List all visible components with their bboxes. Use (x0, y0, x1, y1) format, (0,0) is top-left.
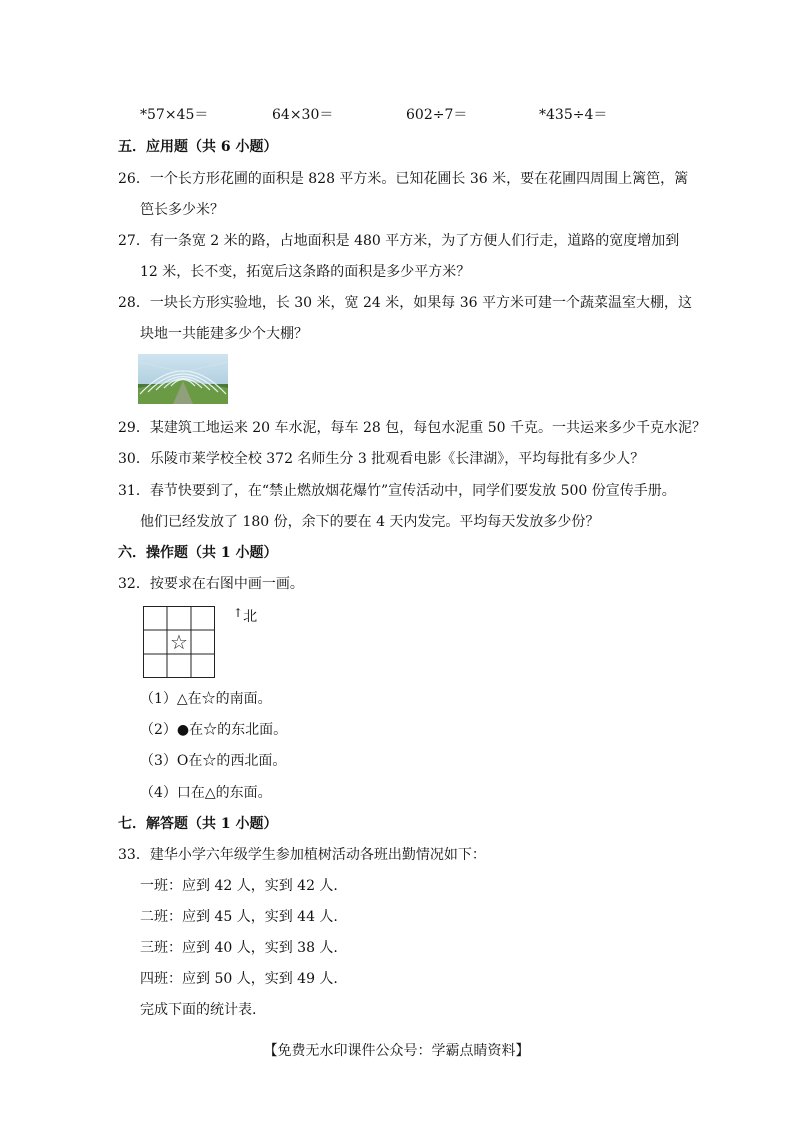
north-arrow-icon: ↑ (233, 606, 244, 620)
north-label: 北 (243, 609, 258, 625)
calc-item-2: 64×30＝ (272, 107, 334, 123)
question-33-row-3: 三班：应到 40 人，实到 38 人. (140, 940, 338, 956)
question-32-prompt: 32．按要求在右图中画一画。 (118, 576, 304, 592)
question-33-row-1: 一班：应到 42 人，实到 42 人. (140, 878, 338, 894)
calc-item-3: 602÷7＝ (406, 107, 468, 123)
calc-item-1: *57×45＝ (140, 107, 209, 123)
question-32-item-3: （3）O在☆的西北面。 (140, 753, 287, 769)
question-32-item-4: （4）口在△的东面。 (140, 785, 272, 801)
question-32-item-2: （2）●在☆的东北面。 (140, 722, 288, 738)
question-28-line-2: 块地一共能建多少个大棚？ (140, 326, 308, 342)
question-26-line-2: 笆长多少米？ (140, 202, 224, 218)
star-icon: ☆ (170, 630, 188, 654)
question-33-tail: 完成下面的统计表. (140, 1002, 257, 1018)
direction-grid (143, 606, 215, 678)
question-31-line-2: 他们已经发放了 180 份，余下的要在 4 天内发完。平均每天发放多少份？ (140, 514, 600, 530)
question-27-line-2: 12 米，长不变，拓宽后这条路的面积是多少平方米？ (140, 264, 471, 280)
question-31-line-1: 31．春节快要到了，在“禁止燃放烟花爆竹”宣传活动中，同学们要发放 500 份宣传手册。 (118, 483, 676, 499)
section-heading-6: 六．操作题（共 1 小题） (118, 545, 278, 561)
section-heading-7: 七．解答题（共 1 小题） (118, 816, 278, 832)
question-30: 30．乐陵市莱学校全校 372 名师生分 3 批观看电影《长津湖》，平均每批有多少人？ (118, 451, 645, 467)
question-29: 29．某建筑工地运来 20 车水泥，每车 28 包，每包水泥重 50 千克。一共运来多少千克水泥？ (118, 420, 706, 436)
footer-note: 【免费无水印课件公众号：学霸点睛资料】 (263, 1043, 530, 1059)
calc-item-4: *435÷4＝ (539, 107, 608, 123)
greenhouse-image (138, 354, 228, 404)
section-heading-5: 五．应用题（共 6 小题） (118, 139, 278, 155)
question-32-item-1: （1）△在☆的南面。 (140, 691, 272, 707)
question-33-row-2: 二班：应到 45 人，实到 44 人. (140, 909, 338, 925)
question-27-line-1: 27．有一条宽 2 米的路，占地面积是 480 平方米，为了方便人们行走，道路的宽度增加到 (118, 233, 680, 249)
question-28-line-1: 28．一块长方形实验地，长 30 米，宽 24 米，如果每 36 平方米可建一个蔬菜温室大棚，这 (118, 295, 692, 311)
question-26-line-1: 26．一个长方形花圃的面积是 828 平方米。已知花圃长 36 米，要在花圃四周围上篱笆，篱 (118, 171, 689, 187)
question-33-row-4: 四班：应到 50 人，实到 49 人. (140, 971, 338, 987)
north-indicator (233, 606, 257, 626)
question-33-prompt: 33．建华小学六年级学生参加植树活动各班出勤情况如下： (118, 847, 486, 863)
